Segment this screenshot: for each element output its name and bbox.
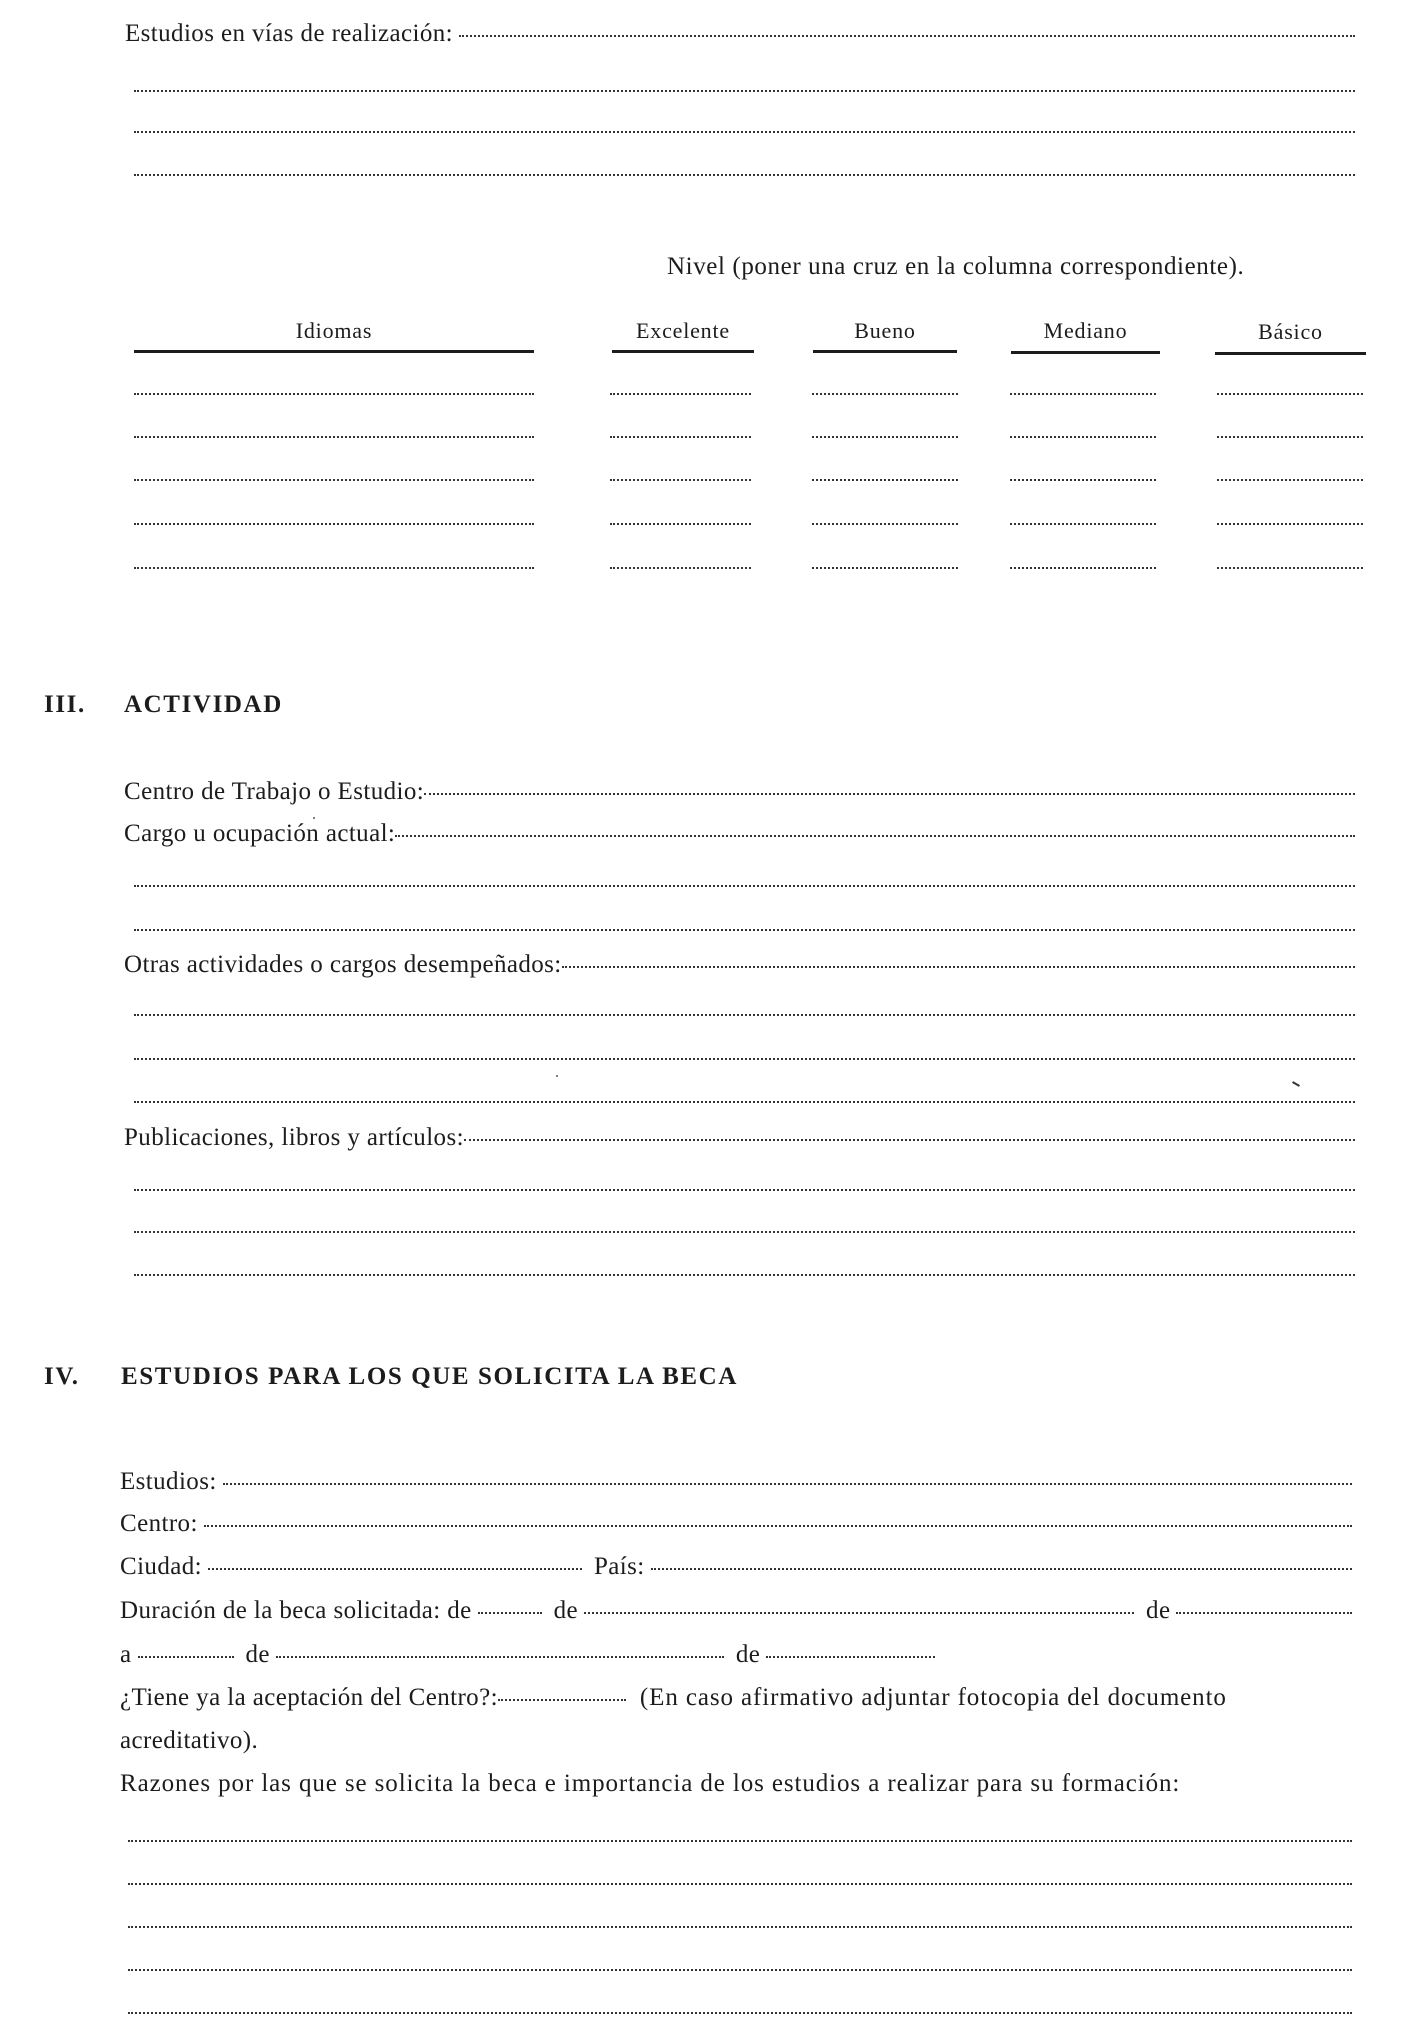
duracion-label: Duración de la beca solicitada: de [120, 1597, 472, 1624]
cargo-line[interactable] [134, 929, 1355, 931]
column-rule-idiomas [134, 350, 534, 353]
pais-label: País: [593, 1553, 645, 1580]
de-label: de [553, 1597, 579, 1624]
pais-field[interactable] [651, 1568, 1352, 1570]
razones-line[interactable] [128, 2012, 1352, 2014]
section-iv-title: ESTUDIOS PARA LOS QUE SOLICITA LA BECA [121, 1363, 738, 1390]
a-label: a [120, 1641, 132, 1668]
ciudad-label: Ciudad: [120, 1553, 202, 1580]
column-header-mediano: Mediano [1043, 318, 1128, 343]
column-rule-excelente [612, 350, 754, 353]
estudios-en-vias-label: Estudios en vías de realización: [125, 20, 453, 47]
razones-label: Razones por las que se solicita la beca e importancia de los estudios a realizar para su formación: [120, 1770, 1181, 1797]
column-header-bueno: Bueno [854, 318, 916, 343]
idioma-mediano-field[interactable] [1010, 393, 1156, 395]
section-iii-number: III. [44, 691, 86, 718]
publicaciones-line[interactable] [134, 1189, 1355, 1191]
cargo-label: Cargo u ocupación actual: [124, 820, 396, 847]
de-label: de [245, 1641, 270, 1668]
idioma-name-field[interactable] [134, 567, 534, 569]
de-label: de [1146, 1597, 1171, 1624]
centro-row [120, 1510, 1352, 1538]
cargo-row [124, 820, 1355, 848]
ciudad-pais-row [120, 1553, 1352, 1581]
publicaciones-line[interactable] [134, 1231, 1355, 1233]
duracion-hasta-mes-field[interactable] [276, 1656, 724, 1658]
column-header-idiomas: Idiomas [295, 318, 373, 343]
de-label: de [735, 1641, 761, 1668]
idioma-excelente-field[interactable] [610, 479, 751, 481]
razones-line[interactable] [128, 1883, 1352, 1885]
otras-actividades-field[interactable] [562, 966, 1355, 968]
otras-actividades-line[interactable] [134, 1014, 1355, 1016]
publicaciones-label: Publicaciones, libros y artículos: [124, 1124, 464, 1151]
razones-line[interactable] [128, 1926, 1352, 1928]
idioma-excelente-field[interactable] [610, 523, 751, 525]
duracion-hasta-anio-field[interactable] [766, 1656, 935, 1658]
column-rule-bueno [813, 350, 957, 353]
print-speck [556, 1075, 558, 1077]
estudios-row [120, 1468, 1352, 1496]
idioma-name-field[interactable] [134, 479, 534, 481]
column-rule-basico [1215, 352, 1366, 355]
ciudad-field[interactable] [208, 1568, 582, 1570]
duracion-desde-anio-field[interactable] [1176, 1612, 1352, 1614]
afirmativo-note: (En caso afirmativo adjuntar fotocopia del documento [639, 1684, 1227, 1711]
centro-label: Centro: [120, 1510, 198, 1537]
idioma-bueno-field[interactable] [812, 523, 958, 525]
idioma-mediano-field[interactable] [1010, 567, 1156, 569]
idioma-mediano-field[interactable] [1010, 436, 1156, 438]
estudios-field[interactable] [223, 1483, 1352, 1485]
idioma-mediano-field[interactable] [1010, 479, 1156, 481]
otras-actividades-line[interactable] [134, 1101, 1355, 1103]
centro-field[interactable] [204, 1525, 1352, 1527]
idioma-bueno-field[interactable] [812, 393, 958, 395]
estudios-label: Estudios: [120, 1468, 217, 1495]
idioma-name-field[interactable] [134, 436, 534, 438]
print-speck [313, 817, 315, 819]
centro-trabajo-field[interactable] [424, 793, 1355, 795]
centro-trabajo-label: Centro de Trabajo o Estudio: [124, 778, 425, 805]
column-header-excelente: Excelente [636, 318, 730, 343]
idioma-excelente-field[interactable] [610, 393, 751, 395]
duracion-hasta-dia-field[interactable] [138, 1656, 234, 1658]
duracion-desde-dia-field[interactable] [478, 1612, 542, 1614]
idioma-basico-field[interactable] [1217, 523, 1363, 525]
section-iv-heading [44, 1363, 738, 1391]
section-iii-heading [44, 691, 283, 719]
aceptacion-label: ¿Tiene ya la aceptación del Centro?: [120, 1684, 498, 1711]
idioma-basico-field[interactable] [1217, 436, 1363, 438]
otras-actividades-line[interactable] [134, 1058, 1355, 1060]
duracion-hasta-row [120, 1641, 935, 1669]
estudios-en-vias-line[interactable] [134, 174, 1355, 176]
estudios-en-vias-line[interactable] [134, 131, 1355, 133]
column-header-basico: Básico [1258, 319, 1323, 344]
cargo-field[interactable] [395, 835, 1355, 837]
publicaciones-field[interactable] [464, 1139, 1355, 1141]
idioma-bueno-field[interactable] [812, 436, 958, 438]
otras-actividades-label: Otras actividades o cargos desempeñados: [124, 951, 562, 978]
nivel-instruction: Nivel (poner una cruz en la columna correspondiente). [667, 253, 1245, 280]
publicaciones-row [124, 1124, 1355, 1152]
section-iii-title: ACTIVIDAD [124, 691, 283, 718]
idioma-excelente-field[interactable] [610, 436, 751, 438]
centro-trabajo-row [124, 778, 1355, 806]
estudios-en-vias-field[interactable] [459, 35, 1355, 37]
idioma-excelente-field[interactable] [610, 567, 751, 569]
section-iv-number: IV. [44, 1363, 80, 1390]
idioma-basico-field[interactable] [1217, 393, 1363, 395]
otras-actividades-row [124, 951, 1355, 979]
razones-line[interactable] [128, 1969, 1352, 1971]
idioma-basico-field[interactable] [1217, 567, 1363, 569]
estudios-en-vias-row [125, 20, 1355, 48]
razones-line[interactable] [128, 1840, 1352, 1842]
idioma-bueno-field[interactable] [812, 479, 958, 481]
idioma-basico-field[interactable] [1217, 479, 1363, 481]
aceptacion-field[interactable] [498, 1699, 626, 1701]
estudios-en-vias-line[interactable] [134, 90, 1355, 92]
duracion-row [120, 1597, 1352, 1625]
publicaciones-line[interactable] [134, 1274, 1355, 1276]
duracion-desde-mes-field[interactable] [584, 1612, 1134, 1614]
idioma-mediano-field[interactable] [1010, 523, 1156, 525]
idioma-name-field[interactable] [134, 523, 534, 525]
idioma-name-field[interactable] [134, 393, 534, 395]
cargo-line[interactable] [134, 885, 1355, 887]
column-rule-mediano [1011, 351, 1160, 354]
print-mark [1292, 1081, 1300, 1087]
idioma-bueno-field[interactable] [812, 567, 958, 569]
aceptacion-row [120, 1684, 1352, 1712]
afirmativo-note-continuation: acreditativo). [120, 1727, 259, 1754]
